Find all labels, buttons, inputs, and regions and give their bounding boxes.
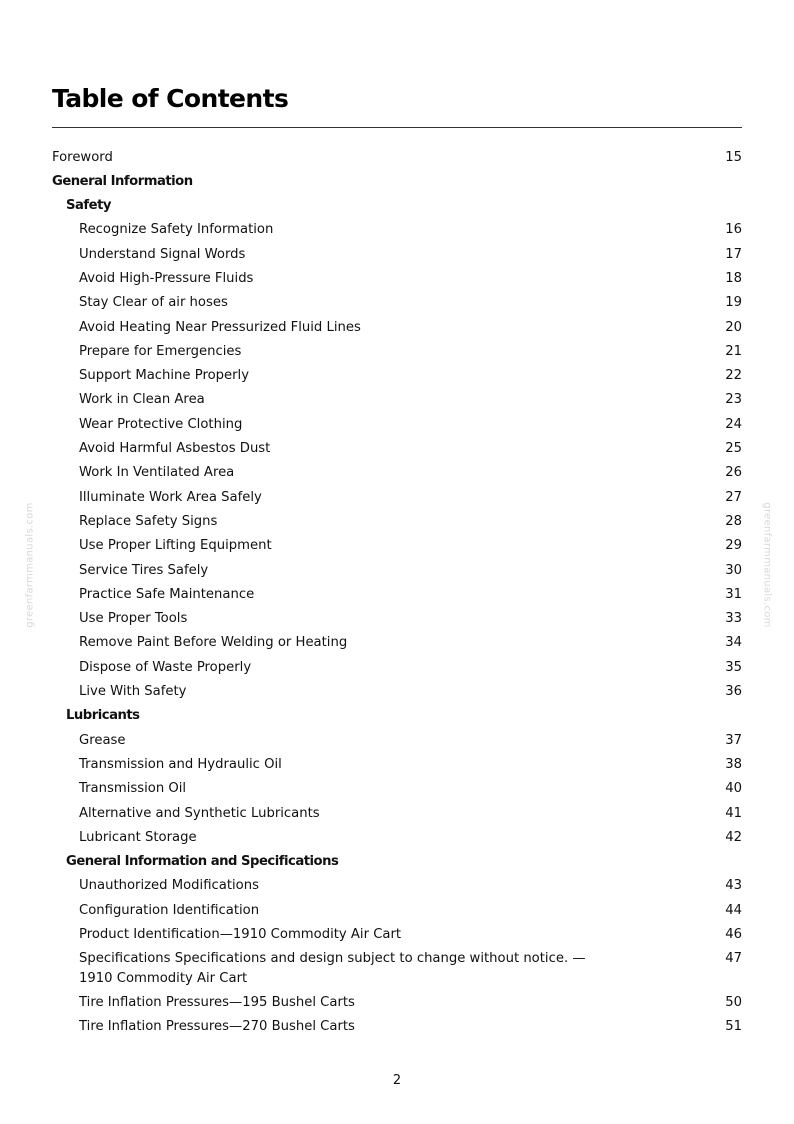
toc-entry[interactable] <box>52 898 742 922</box>
toc-entry-label: Grease <box>79 732 126 748</box>
toc-entry-page: 35 <box>725 659 742 675</box>
page-number: 2 <box>392 1073 402 1088</box>
toc-entry[interactable] <box>52 1015 742 1039</box>
toc-section-heading <box>52 850 742 874</box>
toc-entry-label: Recognize Safety Information <box>79 222 274 238</box>
toc-entry-page: 29 <box>725 538 742 554</box>
toc-entry-page: 19 <box>725 295 742 311</box>
toc-entry-page: 28 <box>725 513 742 529</box>
toc-entry[interactable] <box>52 242 742 266</box>
toc-entry[interactable] <box>52 801 742 825</box>
toc-entry-page: 23 <box>725 392 742 408</box>
toc-entry-label: Practice Safe Maintenance <box>79 586 255 602</box>
toc-entry-page: 44 <box>725 902 742 918</box>
toc-entry-label: Avoid Harmful Asbestos Dust <box>79 441 271 457</box>
toc-entry-label: General Information and Specifications <box>66 854 339 870</box>
toc-entry-page: 51 <box>725 1019 742 1035</box>
toc-entry[interactable] <box>52 266 742 290</box>
toc-entry-label: Configuration Identification <box>79 902 260 918</box>
toc-entry-page: 15 <box>725 149 742 165</box>
toc-entry-label: Work in Clean Area <box>79 392 205 408</box>
toc-entry-page: 38 <box>725 756 742 772</box>
toc-entry-page: 22 <box>725 368 742 384</box>
toc-entry-page: 46 <box>725 927 742 942</box>
toc-entry-label: Avoid Heating Near Pressurized Fluid Lines <box>79 319 361 335</box>
toc-entry-page: 21 <box>725 343 742 359</box>
toc-entry[interactable] <box>52 509 742 533</box>
toc-section-heading <box>52 194 742 218</box>
toc-entry-label: Support Machine Properly <box>79 368 250 384</box>
toc-entry[interactable] <box>52 437 742 461</box>
toc-entry-label: Replace Safety Signs <box>79 513 218 529</box>
toc-entry[interactable] <box>52 947 742 991</box>
toc-entry-label: Unauthorized Modifications <box>79 878 259 894</box>
toc-entry[interactable] <box>52 655 742 679</box>
watermark-right: greenfarmmanuals.com <box>761 502 773 628</box>
toc-entry-label: Safety <box>66 198 111 214</box>
toc-entry-page: 30 <box>725 562 742 578</box>
toc-entry[interactable] <box>52 923 742 947</box>
toc-entry-label: Product Identification—1910 Commodity Air Cart <box>79 927 402 942</box>
toc-entry-label: Lubricant Storage <box>79 829 197 845</box>
toc-entry-label: Service Tires Safely <box>79 562 209 578</box>
toc-entry-page: 50 <box>725 994 742 1010</box>
toc-entry[interactable] <box>52 218 742 242</box>
toc-entry-page: 18 <box>725 270 742 286</box>
toc-entry-label: Use Proper Lifting Equipment <box>79 538 272 554</box>
toc-entry-label: Wear Protective Clothing <box>79 416 243 432</box>
watermark-left: greenfarmmanuals.com <box>24 502 36 628</box>
toc-entry-label: Prepare for Emergencies <box>79 343 242 359</box>
toc-entry[interactable] <box>52 388 742 412</box>
toc-entry-label: Use Proper Tools <box>79 611 188 627</box>
table-of-contents <box>52 145 742 1039</box>
toc-entry-page: 31 <box>725 586 742 602</box>
toc-entry[interactable] <box>52 291 742 315</box>
toc-entry-page: 20 <box>725 319 742 335</box>
toc-entry-page: 26 <box>725 465 742 481</box>
toc-entry[interactable] <box>52 534 742 558</box>
toc-entry[interactable] <box>52 752 742 776</box>
toc-entry-label: Alternative and Synthetic Lubricants <box>79 805 320 821</box>
toc-entry-label: Foreword <box>52 149 113 165</box>
toc-entry-page: 33 <box>725 611 742 627</box>
toc-entry[interactable] <box>52 607 742 631</box>
toc-entry-page: 37 <box>725 732 742 748</box>
toc-entry-page: 34 <box>725 635 742 651</box>
toc-entry[interactable] <box>52 145 742 169</box>
toc-entry-label: Transmission and Hydraulic Oil <box>79 756 282 772</box>
toc-entry-label: Illuminate Work Area Safely <box>79 489 262 505</box>
toc-entry[interactable] <box>52 874 742 898</box>
toc-entry-page: 47 <box>725 951 742 967</box>
toc-entry-page: 16 <box>725 222 742 238</box>
toc-entry-label: Lubricants <box>66 708 140 724</box>
toc-entry-label: Understand Signal Words <box>79 246 246 262</box>
toc-entry[interactable] <box>52 461 742 485</box>
toc-entry-page: 27 <box>725 489 742 505</box>
toc-entry-label: Remove Paint Before Welding or Heating <box>79 635 348 651</box>
toc-entry-label: Stay Clear of air hoses <box>79 295 228 311</box>
toc-section-heading <box>52 169 742 193</box>
toc-entry[interactable] <box>52 728 742 752</box>
toc-entry[interactable] <box>52 315 742 339</box>
page-title: Table of Contents <box>52 84 289 113</box>
toc-entry[interactable] <box>52 339 742 363</box>
toc-entry-page: 36 <box>725 684 742 700</box>
toc-entry[interactable] <box>52 364 742 388</box>
toc-section-heading <box>52 704 742 728</box>
toc-entry[interactable] <box>52 558 742 582</box>
toc-entry[interactable] <box>52 631 742 655</box>
toc-entry[interactable] <box>52 412 742 436</box>
toc-entry-label: Dispose of Waste Properly <box>79 659 252 675</box>
toc-entry[interactable] <box>52 485 742 509</box>
toc-entry[interactable] <box>52 990 742 1014</box>
toc-entry[interactable] <box>52 680 742 704</box>
title-divider <box>52 127 742 128</box>
toc-entry-page: 40 <box>725 781 742 797</box>
toc-entry-label: Transmission Oil <box>79 781 187 797</box>
toc-entry-label: General Information <box>52 173 193 189</box>
toc-entry-page: 17 <box>725 246 742 262</box>
toc-entry-page: 25 <box>725 441 742 457</box>
toc-entry-page: 42 <box>725 829 742 845</box>
toc-entry[interactable] <box>52 582 742 606</box>
toc-entry-label: Specifications Specifications and design subject to change without notice. —1910 Commodity Air Cart <box>79 951 586 986</box>
toc-entry[interactable] <box>52 825 742 849</box>
toc-entry-page: 24 <box>725 416 742 432</box>
toc-entry-label: Avoid High-Pressure Fluids <box>79 270 254 286</box>
toc-entry-page: 43 <box>725 878 742 894</box>
toc-entry-page: 41 <box>725 805 742 821</box>
toc-entry[interactable] <box>52 777 742 801</box>
toc-entry-label: Work In Ventilated Area <box>79 465 235 481</box>
toc-entry-label: Tire Inflation Pressures—270 Bushel Carts <box>79 1019 355 1035</box>
toc-entry-label: Live With Safety <box>79 684 187 700</box>
toc-entry-label: Tire Inflation Pressures—195 Bushel Carts <box>79 994 355 1010</box>
